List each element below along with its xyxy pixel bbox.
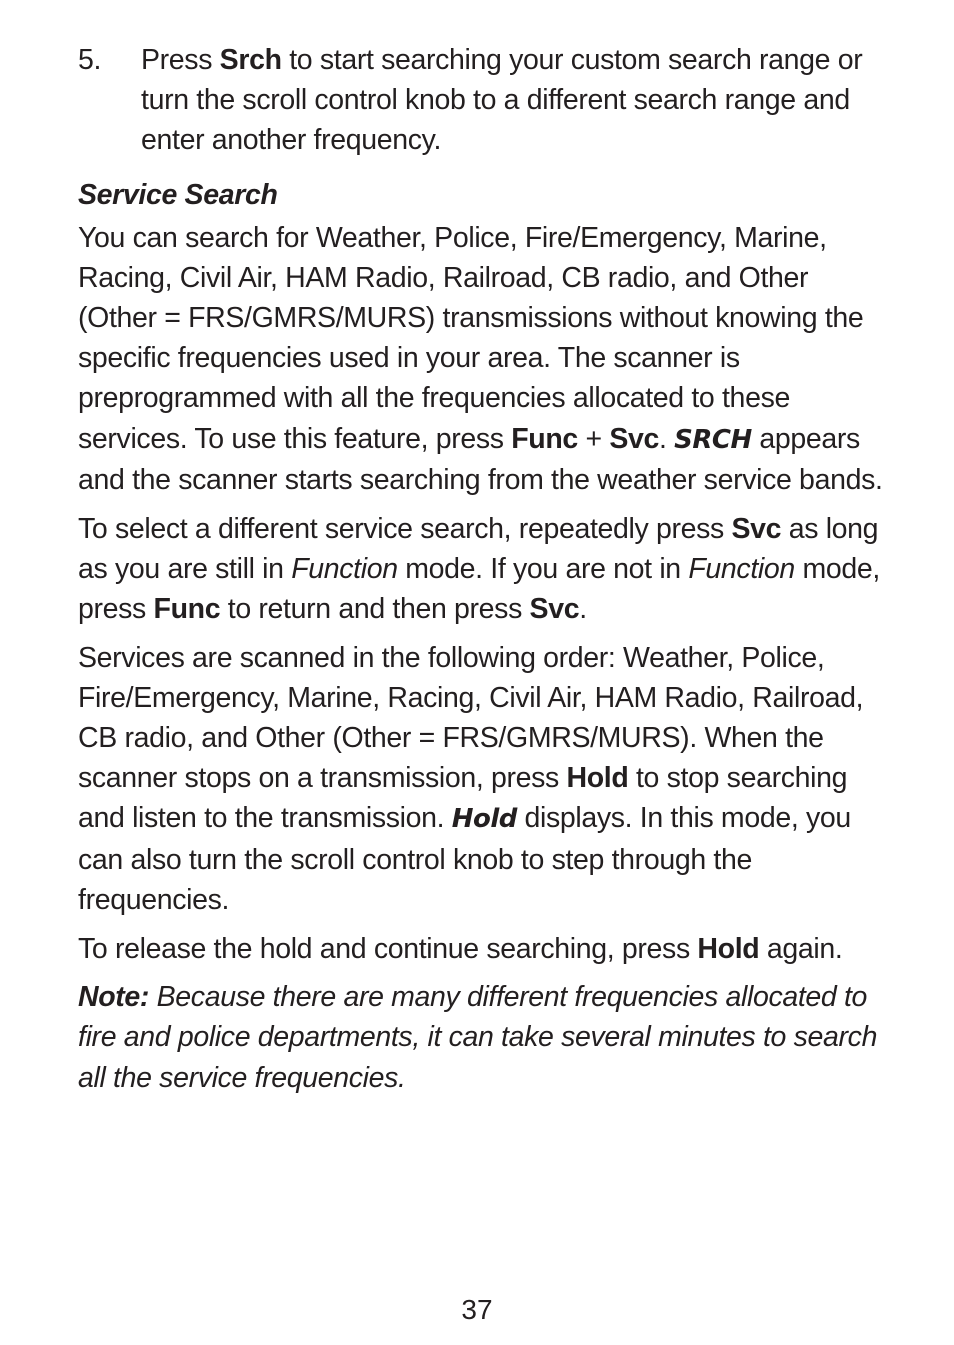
note-paragraph	[78, 977, 894, 1098]
paragraph-service-order	[78, 638, 894, 920]
paragraph-text: +	[577, 422, 610, 455]
paragraph-text: Services are scanned in the following order: Weather, Police, Fire/Emergency, Marine, Racing, Civil Air, HAM Radio, Railroad, CB radio, and Other (Other = FRS/GMRS/MURS). When the scanner stops on a transmission, press	[78, 641, 864, 795]
paragraph-text: mode, press	[78, 552, 880, 625]
paragraph-text: to return and then press	[220, 592, 530, 625]
paragraph-text: You can search for Weather, Police, Fire/Emergency, Marine, Racing, Civil Air, HAM Radio, Railroad, CB radio, and Other (Other = FRS/GMRS/MURS) transmissions without knowing the specific frequencies used in your area. The scanner is preprogrammed with all the frequencies allocated to these services. To use this feature, press	[78, 221, 864, 455]
func-key-label: Func	[153, 592, 221, 625]
paragraph-service-search-intro	[78, 218, 894, 500]
function-mode-term: Function	[291, 552, 398, 585]
paragraph-text: displays. In this mode, you can also turn the scroll control knob to step through the frequencies.	[78, 802, 851, 916]
paragraph-text: mode. If you are not in	[397, 552, 689, 585]
function-mode-term: Function	[688, 552, 795, 585]
paragraph-release-hold	[78, 929, 894, 969]
page-number: 37	[461, 1294, 493, 1325]
section-heading-service-search: Service Search	[78, 178, 278, 211]
paragraph-text: To select a different service search, repeatedly press	[78, 512, 732, 545]
paragraph-select-service	[78, 509, 894, 630]
paragraph-text: .	[579, 592, 587, 625]
step-text: to start searching your custom search range or turn the scroll control knob to a different search range and enter another frequency.	[141, 44, 863, 157]
note-text: Because there are many different frequencies allocated to fire and police departments, it can take several minutes to search all the service frequencies.	[78, 981, 878, 1094]
paragraph-text: .	[659, 422, 675, 455]
manual-page-content	[78, 40, 894, 1106]
hold-key-label: Hold	[697, 932, 760, 965]
hold-key-label: Hold	[566, 762, 629, 795]
svc-key-label: Svc	[731, 512, 782, 545]
srch-key-label: Srch	[219, 44, 282, 76]
func-key-label: Func	[511, 422, 578, 455]
step-text: Press	[141, 44, 220, 76]
step-number: 5.	[78, 44, 102, 76]
svc-key-label: Svc	[529, 592, 580, 625]
step-5	[78, 40, 894, 161]
paragraph-text: to stop searching and listen to the transmission.	[78, 762, 848, 835]
svc-key-label: Svc	[609, 422, 660, 455]
paragraph-text: again.	[759, 932, 843, 965]
paragraph-text: To release the hold and continue searching, press	[78, 932, 698, 965]
paragraph-text: as long as you are still in	[78, 512, 879, 585]
note-label: Note:	[78, 981, 150, 1014]
hold-display-text: Hold	[451, 804, 517, 835]
srch-display-text: SRCH	[674, 424, 752, 455]
paragraph-text: appears and the scanner starts searching from the weather service bands.	[78, 422, 883, 496]
